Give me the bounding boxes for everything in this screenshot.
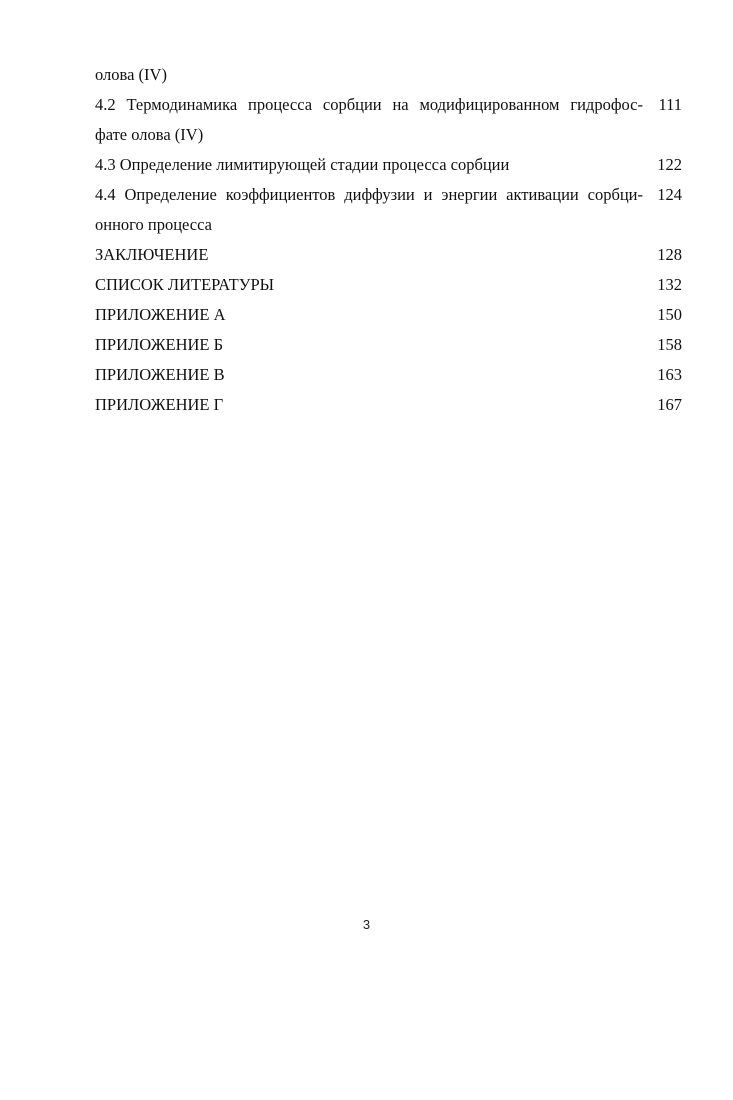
toc-entry-text: ПРИЛОЖЕНИЕ В [95,365,225,384]
toc-entry-text: ПРИЛОЖЕНИЕ Б [95,335,224,354]
toc-entry-text: фате олова (IV) [95,125,204,144]
toc-entry-4-3 [95,150,682,180]
toc-entry-text: 4.3 Определение лимитирующей стадии процесса сорбции [95,155,510,174]
toc-entry-text: 4.4 Определение коэффициентов диффузии и энергии активации сорбци- [95,185,643,204]
toc-entry-page: 122 [657,155,682,174]
toc-line-continuation [95,120,682,150]
toc-entry-appendix-a [95,300,682,330]
toc-entry-page: 158 [657,335,682,354]
toc-entry-references [95,270,682,300]
toc-entry-appendix-b [95,330,682,360]
toc-entry-page: 128 [657,245,682,264]
toc-entry-page: 111 [658,95,682,114]
toc-entry-page: 167 [657,395,682,414]
toc-entry-appendix-g [95,390,682,420]
toc-entry-text: СПИСОК ЛИТЕРАТУРЫ [95,275,275,294]
toc-entry-4-2 [95,90,682,120]
page-number: 3 [362,917,371,932]
toc-entry-text: ЗАКЛЮЧЕНИЕ [95,245,209,264]
toc-line-continuation [95,60,682,90]
toc-entry-page: 163 [657,365,682,384]
toc-entry-text: олова (IV) [95,65,167,84]
toc-entry-text: онного процесса [95,215,212,234]
toc-entry-conclusion [95,240,682,270]
toc-entry-page: 124 [657,185,682,204]
toc-entry-text: ПРИЛОЖЕНИЕ А [95,305,226,324]
toc-entry-page: 132 [657,275,682,294]
toc-entry-text: 4.2 Термодинамика процесса сорбции на модифицированном гидрофос- [95,95,643,114]
toc-entry-appendix-v [95,360,682,390]
table-of-contents [95,60,682,420]
toc-entry-text: ПРИЛОЖЕНИЕ Г [95,395,224,414]
toc-entry-page: 150 [657,305,682,324]
toc-line-continuation [95,210,682,240]
toc-entry-4-4 [95,180,682,210]
